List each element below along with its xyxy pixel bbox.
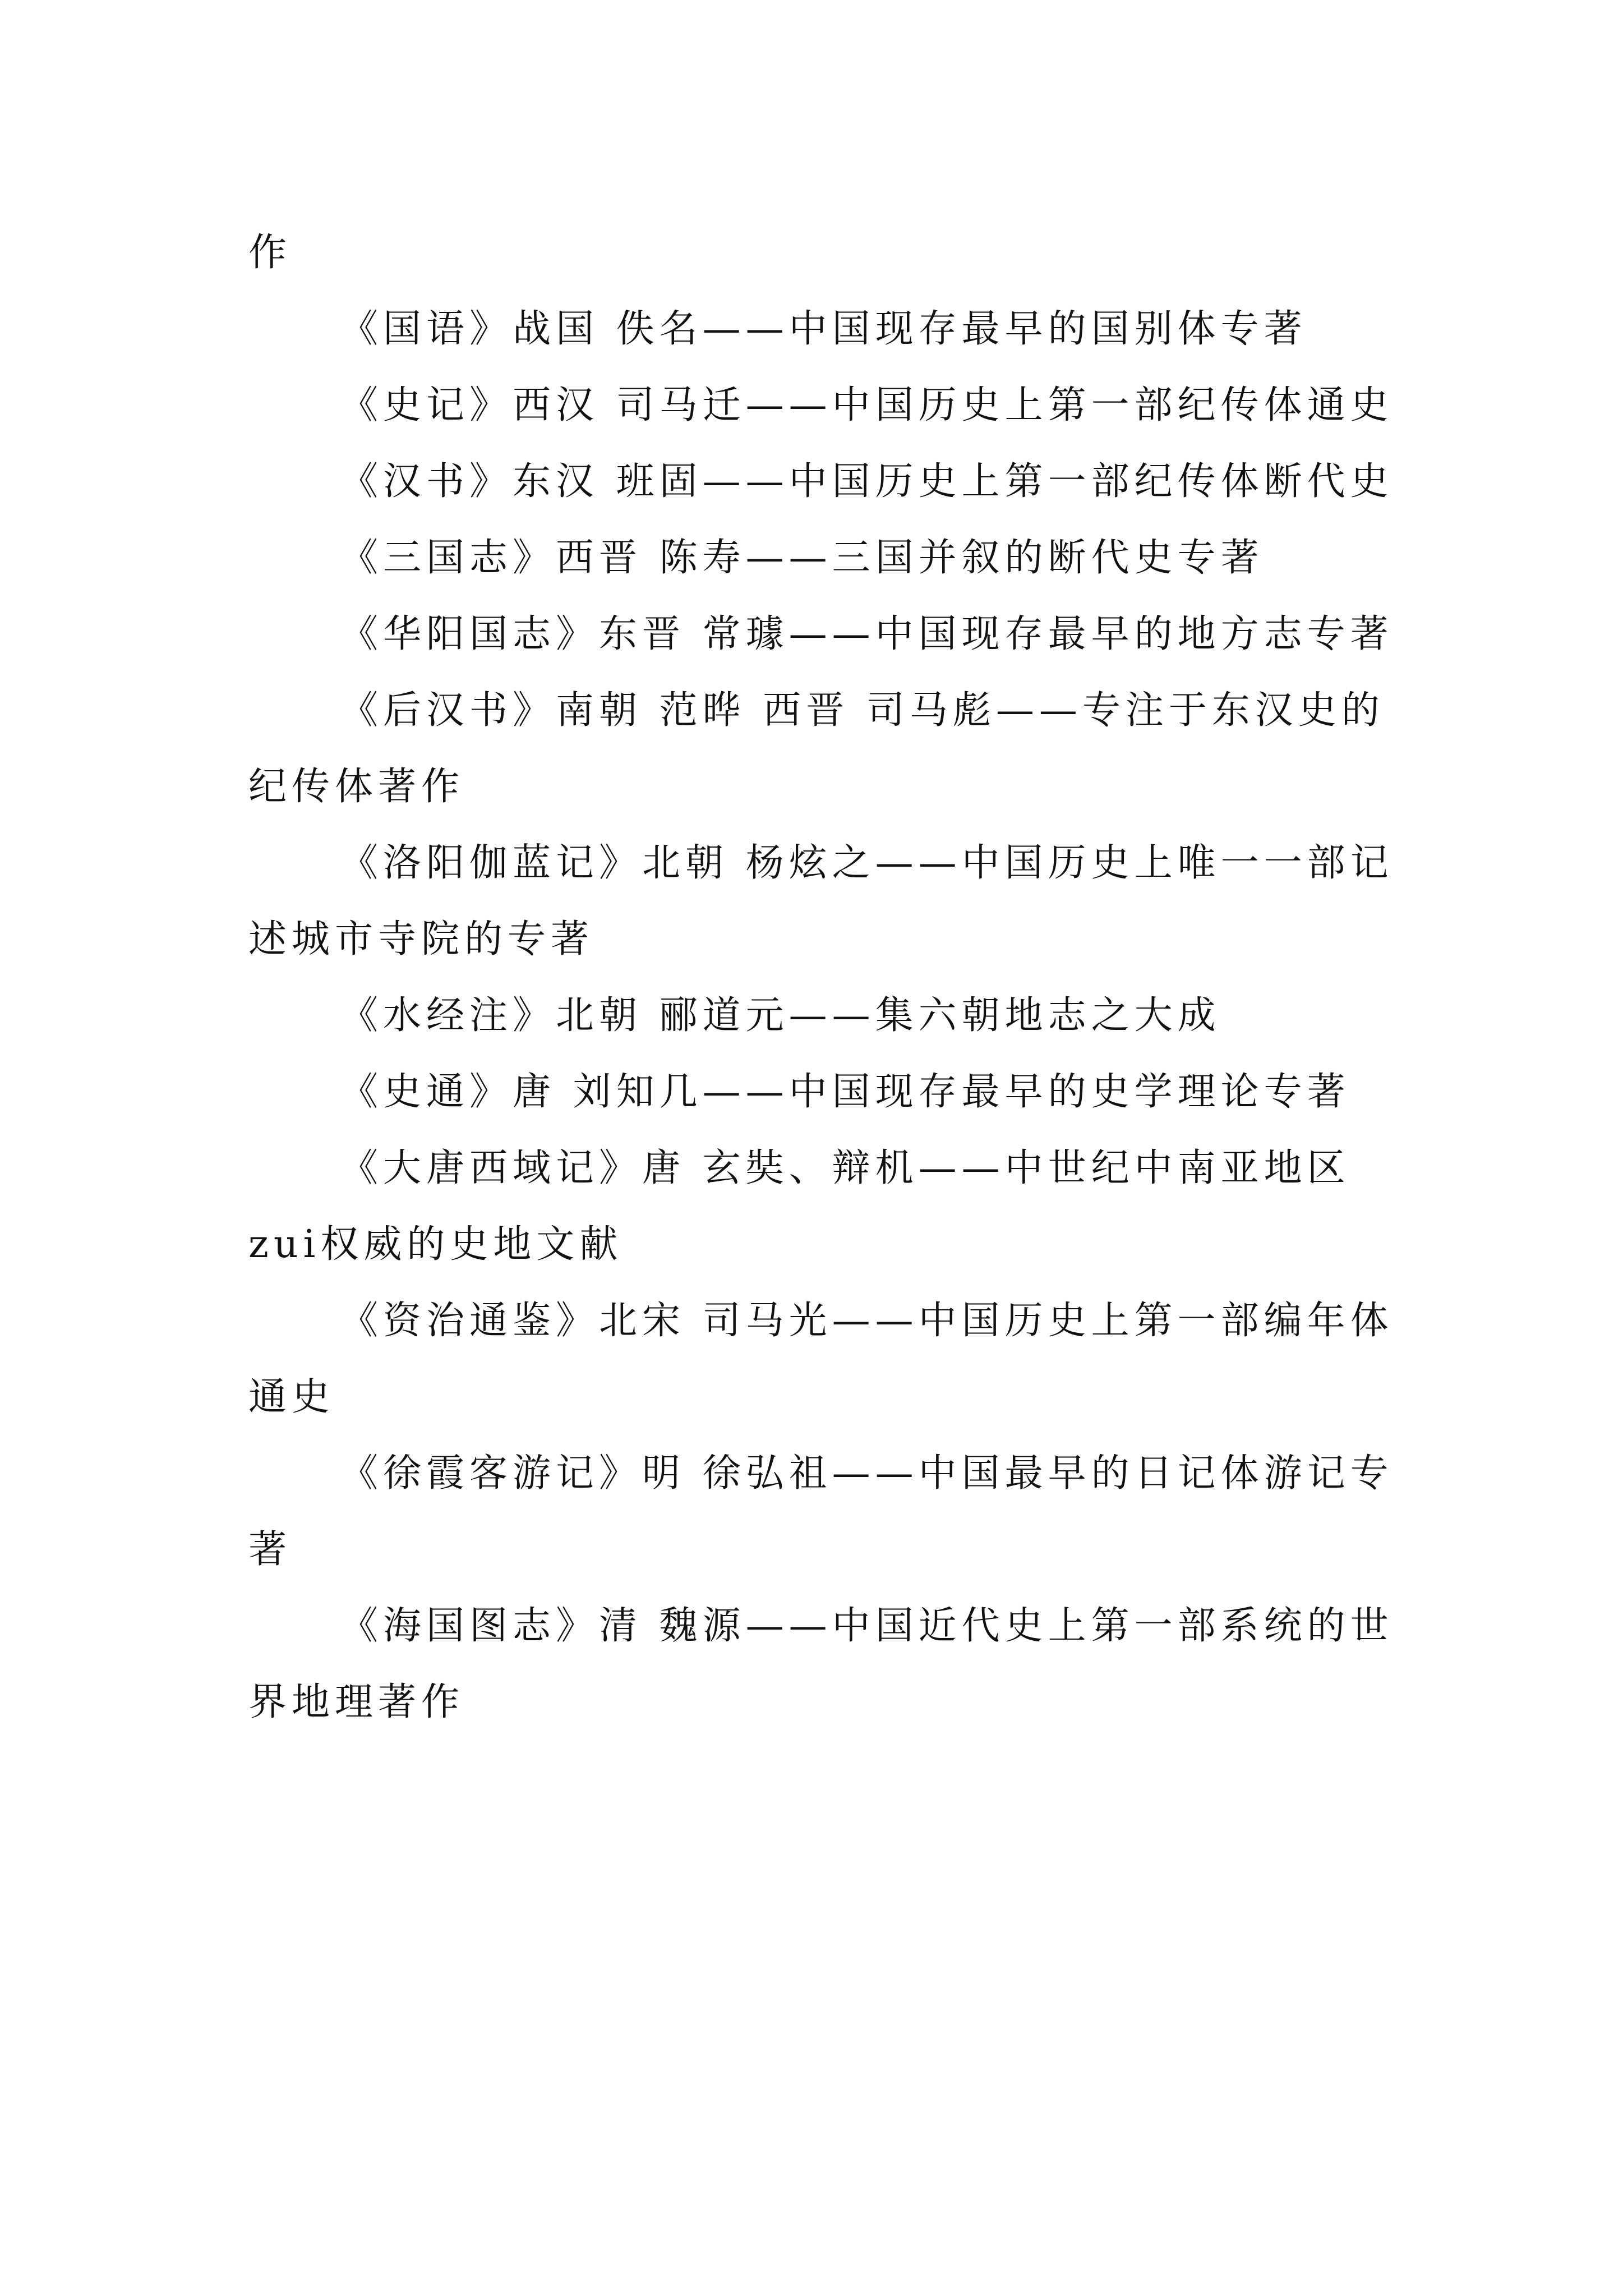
- entry-shuijingzhu: 《水经注》北朝 郦道元——集六朝地志之大成: [340, 993, 1221, 1038]
- entry-houhanshu: 《后汉书》南朝 范晔 西晋 司马彪——专注于东汉史的纪传体著作: [248, 688, 1385, 809]
- entry-sanguozhi: 《三国志》西晋 陈寿——三国并叙的断代史专著: [340, 536, 1264, 580]
- entry-xuxiakeyouji: 《徐霞客游记》明 徐弘祖——中国最早的日记体游记专著: [248, 1451, 1394, 1572]
- entry-zizhitongjian: 《资治通鉴》北宋 司马光——中国历史上第一部编年体通史: [248, 1299, 1394, 1419]
- entry-datangxiyuji: 《大唐西域记》唐 玄奘、辩机——中世纪中南亚地区zui权威的史地文献: [248, 1146, 1350, 1267]
- continuation-line: 作: [248, 231, 292, 275]
- entry-hanshu: 《汉书》东汉 班固——中国历史上第一部纪传体断代史: [340, 459, 1394, 504]
- entry-luoyangqielanji: 《洛阳伽蓝记》北朝 杨炫之——中国历史上唯一一部记述城市寺院的专著: [248, 841, 1394, 961]
- entry-guoyu: 《国语》战国 佚名——中国现存最早的国别体专著: [340, 307, 1307, 351]
- entry-haiguotuzhi: 《海国图志》清 魏源——中国近代史上第一部系统的世界地理著作: [248, 1604, 1394, 1724]
- entry-shitong: 《史通》唐 刘知几——中国现存最早的史学理论专著: [340, 1070, 1350, 1114]
- entry-shiji: 《史记》西汉 司马迁——中国历史上第一部纪传体通史: [340, 383, 1394, 427]
- entry-huayangguozhi: 《华阳国志》东晋 常璩——中国现存最早的地方志专著: [340, 612, 1394, 656]
- document-body: [248, 215, 1398, 1741]
